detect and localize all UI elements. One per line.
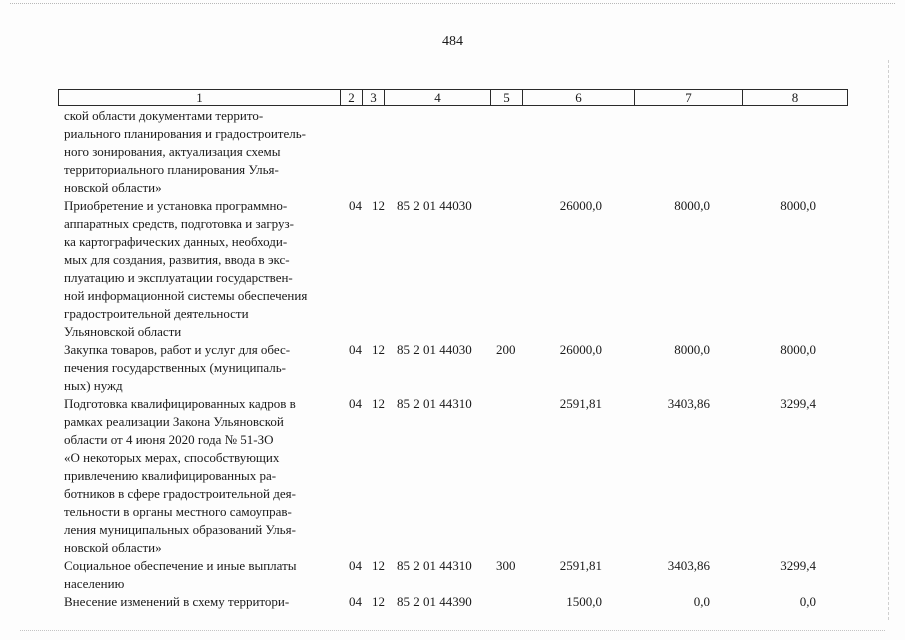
cell-v1: 26000,0 (559, 198, 602, 213)
cell-csr: 85 2 01 44310 (397, 558, 472, 573)
cell-v3: 3299,4 (780, 396, 816, 411)
row-name-line: новской области» (64, 540, 162, 555)
row-name-line: ботников в сфере градостроительной дея- (64, 486, 296, 501)
cell-pr: 12 (372, 594, 385, 609)
table-row (58, 197, 848, 341)
cell-pr: 12 (372, 342, 385, 357)
row-name-line: ного зонирования, актуализация схемы (64, 144, 281, 159)
row-name-line: Приобретение и установка программно- (64, 198, 288, 213)
row-name-line: области от 4 июня 2020 года № 51-ЗО (64, 432, 274, 447)
row-name-line: Внесение изменений в схему территори- (64, 594, 290, 609)
row-name-line: тельности в органы местного самоуправ- (64, 504, 292, 519)
row-name (64, 557, 336, 593)
header-col-4: 4 (385, 90, 491, 105)
cell-pr: 12 (372, 558, 385, 573)
row-name-line: печения государственных (муниципаль- (64, 360, 287, 375)
cell-vr: 300 (496, 558, 516, 573)
cell-v3: 8000,0 (780, 198, 816, 213)
header-col-1: 1 (59, 90, 341, 105)
row-name-line: ка картографических данных, необходи- (64, 234, 288, 249)
row-name-line: мых для создания, развития, ввода в экс- (64, 252, 290, 267)
cell-v3: 0,0 (799, 594, 816, 609)
cell-csr: 85 2 01 44390 (397, 594, 472, 609)
scan-top-artifact (10, 3, 895, 8)
row-name (64, 107, 336, 197)
row-name-line: «О некоторых мерах, способствующих (64, 450, 280, 465)
cell-v1: 2591,81 (559, 396, 602, 411)
cell-rz: 04 (349, 342, 362, 357)
row-name (64, 341, 336, 395)
row-name-line: ления муниципальных образований Улья- (64, 522, 296, 537)
row-name-line: рамках реализации Закона Ульяновской (64, 414, 284, 429)
cell-rz: 04 (349, 198, 362, 213)
table-row (58, 593, 848, 611)
table-header (58, 89, 848, 106)
header-col-6: 6 (523, 90, 635, 105)
table-row (58, 557, 848, 593)
row-name-line: риального планирования и градостроитель- (64, 126, 306, 141)
table-row (58, 395, 848, 557)
cell-v3: 8000,0 (780, 342, 816, 357)
cell-v1: 26000,0 (559, 342, 602, 357)
scan-edge-artifact (888, 60, 889, 620)
row-name-line: Закупка товаров, работ и услуг для обес- (64, 342, 291, 357)
cell-v2: 8000,0 (674, 342, 710, 357)
cell-csr: 85 2 01 44030 (397, 198, 472, 213)
row-name-line: аппаратных средств, подготовка и загруз- (64, 216, 294, 231)
row-name (64, 197, 336, 341)
cell-v2: 8000,0 (674, 198, 710, 213)
cell-v3: 3299,4 (780, 558, 816, 573)
cell-v1: 2591,81 (559, 558, 602, 573)
cell-csr: 85 2 01 44310 (397, 396, 472, 411)
cell-csr: 85 2 01 44030 (397, 342, 472, 357)
header-col-3: 3 (363, 90, 385, 105)
header-col-8: 8 (791, 90, 799, 105)
cell-v2: 3403,86 (667, 558, 710, 573)
row-name-line: привлечению квалифицированных ра- (64, 468, 277, 483)
cell-v2: 0,0 (693, 594, 710, 609)
cell-rz: 04 (349, 558, 362, 573)
row-name-line: градостроительной деятельности (64, 306, 249, 321)
row-name-line: Ульяновской области (64, 324, 182, 339)
cell-vr: 200 (496, 342, 516, 357)
cell-rz: 04 (349, 594, 362, 609)
row-name-line: ской области документами террито- (64, 108, 264, 123)
cell-pr: 12 (372, 396, 385, 411)
header-col-5: 5 (491, 90, 523, 105)
cell-v1: 1500,0 (566, 594, 602, 609)
cell-rz: 04 (349, 396, 362, 411)
row-name-line: Подготовка квалифицированных кадров в (64, 396, 296, 411)
row-name-line: плуатацию и эксплуатации государствен- (64, 270, 293, 285)
row-name-line: ной информационной системы обеспечения (64, 288, 308, 303)
table-row (58, 107, 848, 197)
row-name-line: населению (64, 576, 125, 591)
page-number: 484 (442, 34, 463, 49)
table-row (58, 341, 848, 395)
row-name (64, 395, 336, 557)
header-col-7: 7 (635, 90, 743, 105)
row-name-line: новской области» (64, 180, 162, 195)
cell-v2: 3403,86 (667, 396, 710, 411)
row-name-line: Социальное обеспечение и иные выплаты (64, 558, 297, 573)
scan-bottom-artifact (20, 630, 885, 635)
header-col-2: 2 (341, 90, 363, 105)
cell-pr: 12 (372, 198, 385, 213)
row-name (64, 593, 336, 611)
row-name-line: территориального планирования Улья- (64, 162, 279, 177)
row-name-line: ных) нужд (64, 378, 123, 393)
